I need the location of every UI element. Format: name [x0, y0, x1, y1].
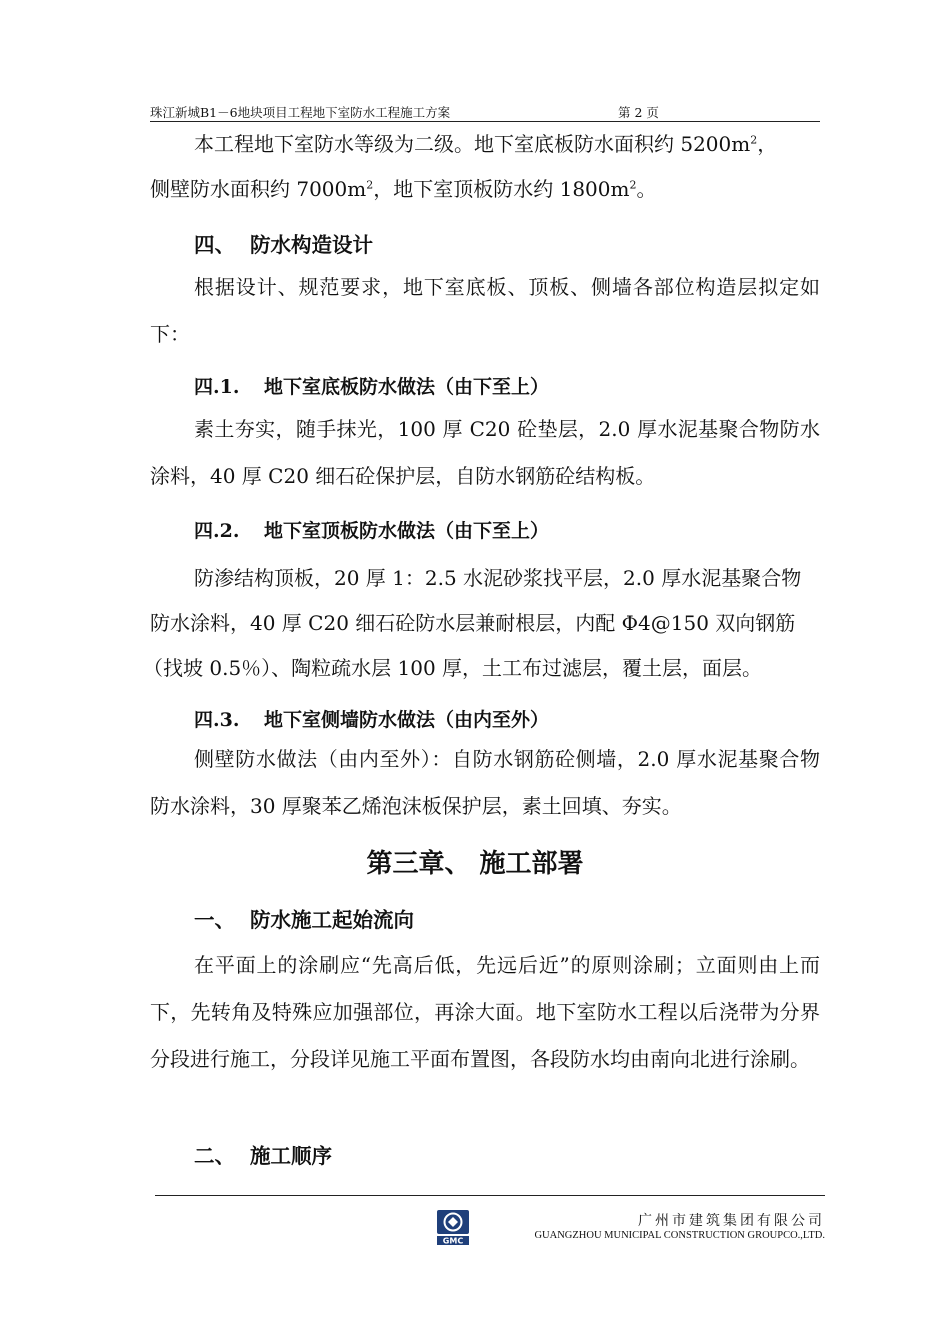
footer-divider	[155, 1195, 825, 1196]
section-heading-flow-direction	[194, 903, 414, 933]
subsection-floor-slab-body: 素土夯实，随手抹光，100 厚 C20 砼垫层，2.0 厚水泥基聚合物防水涂料，40 厚 C20 细石砼保护层，自防水钢筋砼结构板。	[150, 417, 820, 488]
subsection-heading-roof-slab	[194, 516, 549, 543]
section-title: 防水施工起始流向	[250, 908, 414, 932]
section-number: 四、	[194, 233, 235, 257]
section-design-body: 根据设计、规范要求，地下室底板、顶板、侧墙各部位构造层拟定如下：	[150, 275, 820, 346]
intro-line-1-punct: ，	[757, 132, 778, 156]
intro-line-2-punct: 。	[636, 177, 657, 201]
section-heading-design	[194, 228, 373, 258]
header-document-title: 珠江新城B1－6地块项目工程地下室防水工程施工方案	[150, 105, 451, 120]
chapter-title: 第三章、 施工部署	[366, 849, 584, 879]
subsection-heading-floor-slab	[194, 372, 549, 399]
section-heading-construction-order	[194, 1139, 332, 1169]
footer-company-name-cn: 广州市建筑集团有限公司	[638, 1213, 825, 1229]
subsection-number: 四.3.	[194, 709, 240, 731]
section-number: 一、	[194, 908, 235, 932]
roof-slab-line-1: 防渗结构顶板，20 厚 1：2.5 水泥砂浆找平层，2.0 厚水泥基聚合物	[194, 566, 802, 590]
intro-line-2-text-a: 侧壁防水面积约 7000m	[150, 177, 367, 201]
footer-company-name-en: GUANGZHOU MUNICIPAL CONSTRUCTION GROUPCO.,LTD.	[534, 1230, 825, 1241]
subsection-number: 四.1.	[194, 376, 240, 398]
superscript-2: 2	[750, 133, 758, 147]
subsection-number: 四.2.	[194, 520, 240, 542]
company-logo-icon	[436, 1209, 470, 1245]
subsection-title: 地下室底板防水做法（由下至上）	[264, 376, 550, 398]
subsection-title: 地下室侧墙防水做法（由内至外）	[264, 709, 550, 731]
section-flow-direction-body: 在平面上的涂刷应“先高后低，先远后近”的原则涂刷；立面则由上而下，先转角及特殊应加强部位，再涂大面。地下室防水工程以后浇带为分界分段进行施工，分段详见施工平面布置图，各段防水均由南向北进行涂刷。	[150, 953, 820, 1071]
intro-line-1-text: 本工程地下室防水等级为二级。地下室底板防水面积约 5200m	[194, 132, 751, 156]
header-page-number: 第 2 页	[618, 105, 659, 120]
superscript-2: 2	[366, 178, 374, 192]
intro-line-2	[150, 173, 656, 202]
section-number: 二、	[194, 1144, 235, 1168]
roof-slab-line-3: （找坡 0.5％）、陶粒疏水层 100 厚，土工布过滤层，覆土层，面层。	[143, 656, 763, 680]
page-header	[150, 99, 820, 122]
section-title: 施工顺序	[250, 1144, 332, 1168]
section-title: 防水构造设计	[250, 233, 373, 257]
intro-line-2-text-b: ，地下室顶板防水约 1800m	[373, 177, 630, 201]
superscript-2: 2	[629, 178, 637, 192]
logo-text: GMC	[442, 1236, 464, 1245]
subsection-side-wall-body: 侧壁防水做法（由内至外）：自防水钢筋砼侧墙，2.0 厚水泥基聚合物防水涂料，30 厚聚苯乙烯泡沫板保护层，素土回填、夯实。	[150, 747, 820, 818]
subsection-title: 地下室顶板防水做法（由下至上）	[264, 520, 550, 542]
subsection-heading-side-wall	[194, 705, 549, 732]
intro-line-1	[194, 128, 777, 157]
roof-slab-line-2: 防水涂料，40 厚 C20 细石砼防水层兼耐根层，内配 Φ4@150 双向钢筋	[150, 611, 796, 635]
